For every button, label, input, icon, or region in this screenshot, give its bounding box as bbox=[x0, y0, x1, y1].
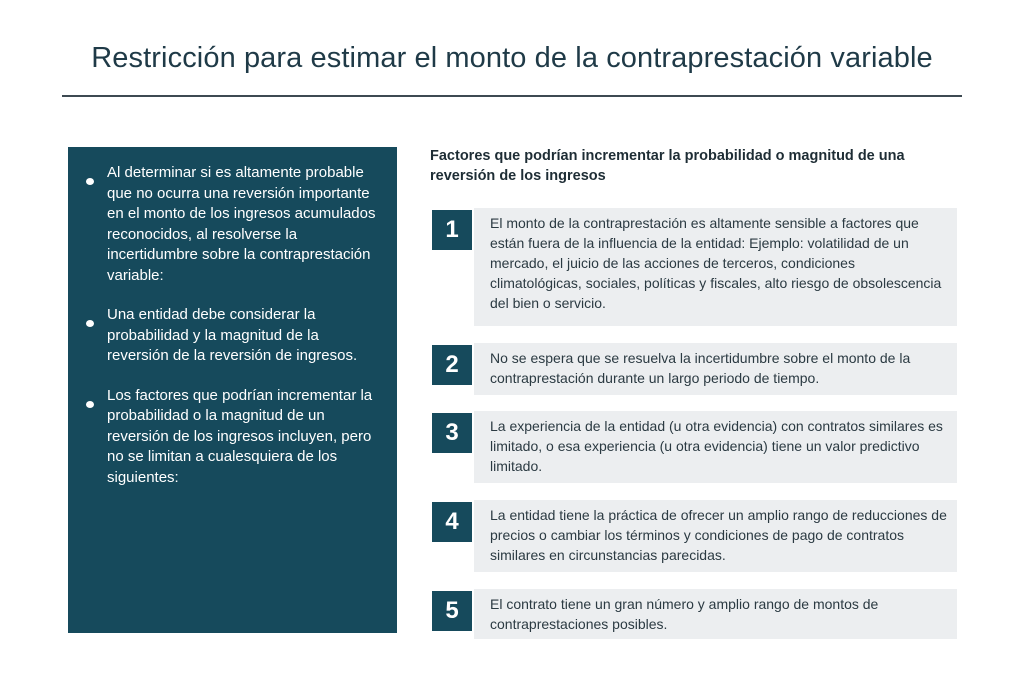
factor-text: El contrato tiene un gran número y amplio rango de montos de contraprestaciones posibles. bbox=[474, 589, 957, 639]
factor-item bbox=[432, 589, 957, 639]
factor-item bbox=[432, 208, 957, 326]
bullet-item bbox=[82, 305, 379, 367]
page-title: Restricción para estimar el monto de la contraprestación variable bbox=[91, 42, 933, 74]
factor-number: 5 bbox=[432, 591, 472, 631]
factors-heading: Factores que podrían incrementar la probabilidad o magnitud de una reversión de los ingresos bbox=[430, 148, 905, 184]
bullet-text: Una entidad debe considerar la probabilidad y la magnitud de la reversión de la reversión de ingresos. bbox=[107, 306, 358, 364]
factor-item bbox=[432, 500, 957, 572]
bullet-icon bbox=[86, 401, 94, 408]
bullet-icon bbox=[86, 320, 94, 327]
factor-text: El monto de la contraprestación es altamente sensible a factores que están fuera de la influencia de la entidad: Ejemplo: volatilidad de un mercado, el juicio de las acciones de terceros, condiciones climatológicas, sociales, políticas y fiscales, alto riesgo de obsolescencia del bien o servicio. bbox=[474, 208, 957, 326]
bullet-item bbox=[82, 163, 379, 286]
factor-number: 3 bbox=[432, 413, 472, 453]
title-divider bbox=[62, 95, 962, 97]
factor-number: 1 bbox=[432, 210, 472, 250]
bullet-item bbox=[82, 386, 379, 489]
bullet-icon bbox=[86, 178, 94, 185]
factor-number: 4 bbox=[432, 502, 472, 542]
factor-text: La entidad tiene la práctica de ofrecer un amplio rango de reducciones de precios o cambiar los términos y condiciones de pago de contratos similares en circunstancias parecidas. bbox=[474, 500, 957, 572]
left-panel bbox=[68, 147, 397, 633]
factor-text: No se espera que se resuelva la incertidumbre sobre el monto de la contraprestación durante un largo periodo de tiempo. bbox=[474, 343, 957, 395]
factor-number: 2 bbox=[432, 345, 472, 385]
factor-item bbox=[432, 411, 957, 483]
factor-text: La experiencia de la entidad (u otra evidencia) con contratos similares es limitado, o esa experiencia (u otra evidencia) tiene un valor predictivo limitado. bbox=[474, 411, 957, 483]
bullet-text: Al determinar si es altamente probable que no ocurra una reversión importante en el monto de los ingresos acumulados reconocidos, al resolverse la incertidumbre sobre la contraprestación variable: bbox=[107, 164, 376, 284]
bullet-text: Los factores que podrían incrementar la probabilidad o la magnitud de un reversión de los ingresos incluyen, pero no se limitan a cualesquiera de los siguientes: bbox=[107, 386, 373, 486]
factor-item bbox=[432, 343, 957, 395]
